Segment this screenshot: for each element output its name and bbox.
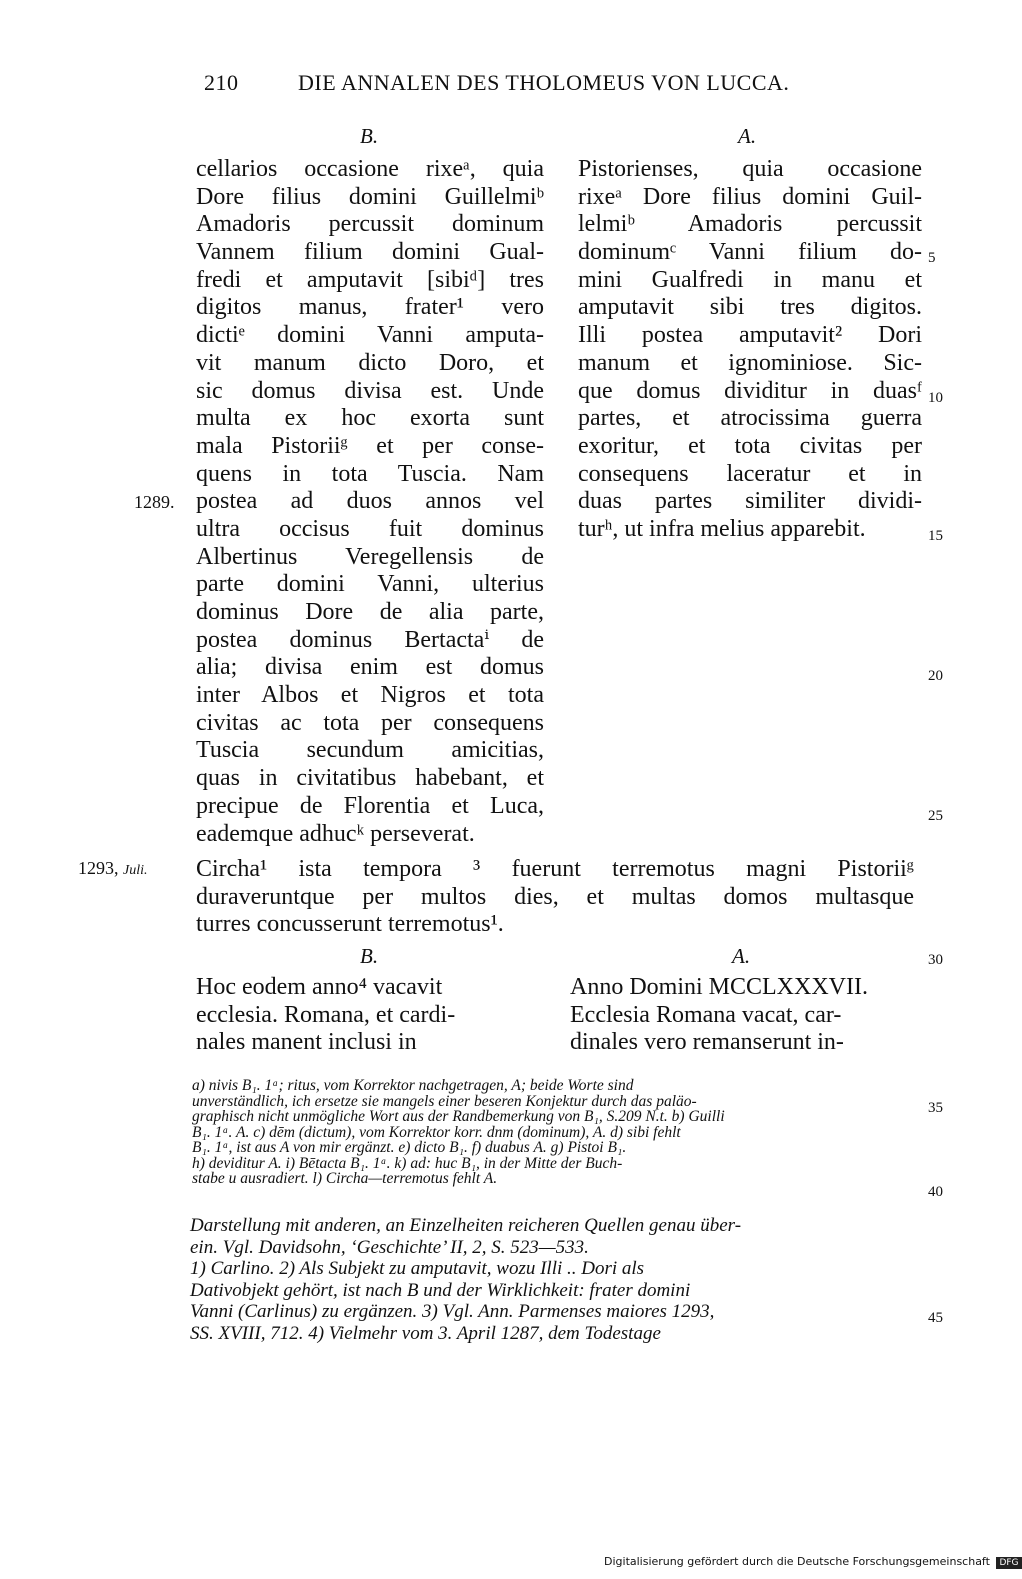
note-line: 1) Carlino. 2) Als Subjekt zu amputavit, wozu Illi .. Dori als xyxy=(190,1258,645,1279)
note-line: Darstellung mit anderen, an Einzelheiten reicheren Quellen genau über- xyxy=(190,1215,742,1236)
column-label-b-2: B. xyxy=(360,944,379,968)
column-a-line: amputavit sibi tres digitos. xyxy=(578,294,922,321)
column-a-text xyxy=(578,156,922,544)
column-a-line: exoritur, et tota civitas per xyxy=(578,432,922,459)
column-a-text-2 xyxy=(570,974,914,1057)
note-line: Dativobjekt gehört, ist nach B und der Wirklichkeit: frater domini xyxy=(190,1279,691,1301)
column-a-line: consequens laceratur et in xyxy=(578,460,922,487)
page-number: 210 xyxy=(204,70,239,95)
line-number: 10 xyxy=(928,390,943,406)
margin-year-1293: 1293, Juli. xyxy=(78,858,148,878)
column-a-line: que domus dividitur in duasᶠ xyxy=(578,377,922,404)
column-b-line: eademque adhucᵏ perseverat. xyxy=(196,820,475,847)
column-b-line: inter Albos et Nigros et tota xyxy=(196,682,544,709)
column-b-text xyxy=(196,156,544,848)
column-b-line: postea dominus Bertactaⁱ de xyxy=(196,626,544,653)
column-label-b: B. xyxy=(360,124,379,148)
column-b-line: vit manum dicto Doro, et xyxy=(196,349,544,376)
column-label-a: A. xyxy=(738,124,757,148)
dfg-logo: DFG xyxy=(996,1557,1021,1569)
column-b-line: Amadoris percussit dominum xyxy=(196,211,544,238)
column-b-line: ultra occisus fuit dominus xyxy=(196,515,544,542)
column-b-line: cellarios occasione rixeᵃ, quia xyxy=(196,156,544,182)
column-b-line: nales manent inclusi in xyxy=(196,1029,417,1056)
paragraph-line: turres concusserunt terremotus¹. xyxy=(196,911,504,938)
column-b-line: ecclesia. Romana, et cardi- xyxy=(196,1001,456,1028)
column-b-line: postea ad duos annos vel xyxy=(196,488,544,515)
apparatus-line: B₁. 1ᵃ. A. c) dēm (dictum), vom Korrektor korr. dnm (dominum), A. d) sibi fehlt xyxy=(192,1123,681,1141)
line-number: 15 xyxy=(928,528,943,544)
column-b-line: Vannem filium domini Gual- xyxy=(196,239,544,266)
footnotes xyxy=(190,1215,912,1344)
line-number: 30 xyxy=(928,952,943,968)
column-b-line: sic domus divisa est. Unde xyxy=(196,377,544,404)
note-line: ein. Vgl. Davidsohn, ‘Geschichte’ II, 2, S. 523—533. xyxy=(190,1236,589,1258)
critical-apparatus xyxy=(192,1078,912,1187)
column-b-line: Hoc eodem anno⁴ vacavit xyxy=(196,974,443,1000)
column-b-line: Tuscia secundum amicitias, xyxy=(196,737,544,764)
note-line: SS. XVIII, 712. 4) Vielmehr vom 3. April 1287, dem Todestage xyxy=(190,1322,661,1344)
column-a-line: partes, et atrocissima guerra xyxy=(578,405,922,432)
column-a-line: Anno Domini MCCLXXXVII. xyxy=(570,974,868,1000)
column-b-line: Albertinus Veregellensis de xyxy=(196,543,544,570)
column-b-line: civitas ac tota per consequens xyxy=(196,709,544,736)
paragraph-line: Circha¹ ista tempora ³ fuerunt terremotus magni Pistoriiᵍ xyxy=(196,856,914,882)
apparatus-line: h) deviditur A. i) Bētacta B₁. 1ᵃ. k) ad: huc B₁, in der Mitte der Buch- xyxy=(192,1154,623,1172)
line-number: 20 xyxy=(928,668,943,684)
column-a-line: Ecclesia Romana vacat, car- xyxy=(570,1001,842,1028)
line-number: 25 xyxy=(928,808,943,824)
apparatus-line: unverständlich, ich ersetze sie mangels einer beseren Konjektur durch das paläo- xyxy=(192,1092,697,1110)
apparatus-line: stabe u ausradiert. l) Circha—terremotus fehlt A. xyxy=(192,1170,498,1187)
column-a-line: manum et ignominiose. Sic- xyxy=(578,349,922,376)
column-b-line: mala Pistoriiᵍ et per conse- xyxy=(196,432,544,459)
column-b-line: precipue de Florentia et Luca, xyxy=(196,792,544,819)
column-b-line: quens in tota Tuscia. Nam xyxy=(196,460,544,487)
column-label-a-2: A. xyxy=(732,944,751,968)
column-b-line: dominus Dore de alia parte, xyxy=(196,599,544,625)
column-a-line: mini Gualfredi in manu et xyxy=(578,266,922,293)
line-number: 5 xyxy=(928,250,936,266)
margin-year-1289: 1289. xyxy=(134,492,175,512)
column-b-text-2 xyxy=(196,974,536,1057)
paragraph-line: duraveruntque per multos dies, et multas domos multasque xyxy=(196,883,914,910)
column-a-line: dinales vero remanserunt in- xyxy=(570,1029,844,1056)
column-a-line: lelmiᵇ Amadoris percussit xyxy=(578,211,922,238)
apparatus-line: a) nivis B₁. 1ᵃ; ritus, vom Korrektor nachgetragen, A; beide Worte sind xyxy=(192,1077,634,1094)
note-line: Vanni (Carlinus) zu ergänzen. 3) Vgl. Ann. Parmenses maiores 1293, xyxy=(190,1301,715,1322)
column-b-line: alia; divisa enim est domus xyxy=(196,654,544,681)
digitization-footer xyxy=(604,1555,1022,1569)
line-number: 35 xyxy=(928,1100,943,1116)
column-b-line: fredi et amputavit [sibiᵈ] tres xyxy=(196,266,544,293)
footer-text: Digitalisierung gefördert durch die Deutsche Forschungsgemeinschaft xyxy=(604,1555,990,1568)
column-a-line: turʰ, ut infra melius apparebit. xyxy=(578,515,866,542)
column-b-line: Dore filius domini Guillelmiᵇ xyxy=(196,183,544,210)
full-width-paragraph xyxy=(196,856,914,939)
column-b-line: quas in civitatibus habebant, et xyxy=(196,765,544,792)
column-a-line: Pistorienses, quia occasione xyxy=(578,156,922,182)
column-a-line: dominumᶜ Vanni filium do- xyxy=(578,239,922,266)
column-a-line: duas partes similiter dividi- xyxy=(578,488,922,515)
column-a-line: rixeᵃ Dore filius domini Guil- xyxy=(578,183,922,210)
running-title: DIE ANNALEN DES THOLOMEUS VON LUCCA. xyxy=(298,70,790,95)
apparatus-line: B₁. 1ᵃ, ist aus A von mir ergänzt. e) dicto B₁. f) duabus A. g) Pistoi B₁. xyxy=(192,1139,627,1156)
column-b-line: multa ex hoc exorta sunt xyxy=(196,405,544,432)
line-number: 40 xyxy=(928,1184,943,1200)
column-b-line: parte domini Vanni, ulterius xyxy=(196,571,544,598)
column-b-line: dictiᵉ domini Vanni amputa- xyxy=(196,322,544,349)
apparatus-line: graphisch nicht unmögliche Wort aus der Randbemerkung von B₁, S.209 N.t. b) Guilli xyxy=(192,1108,725,1125)
column-b-line: digitos manus, frater¹ vero xyxy=(196,294,544,321)
line-number: 45 xyxy=(928,1310,943,1326)
column-a-line: Illi postea amputavit² Dori xyxy=(578,322,922,349)
